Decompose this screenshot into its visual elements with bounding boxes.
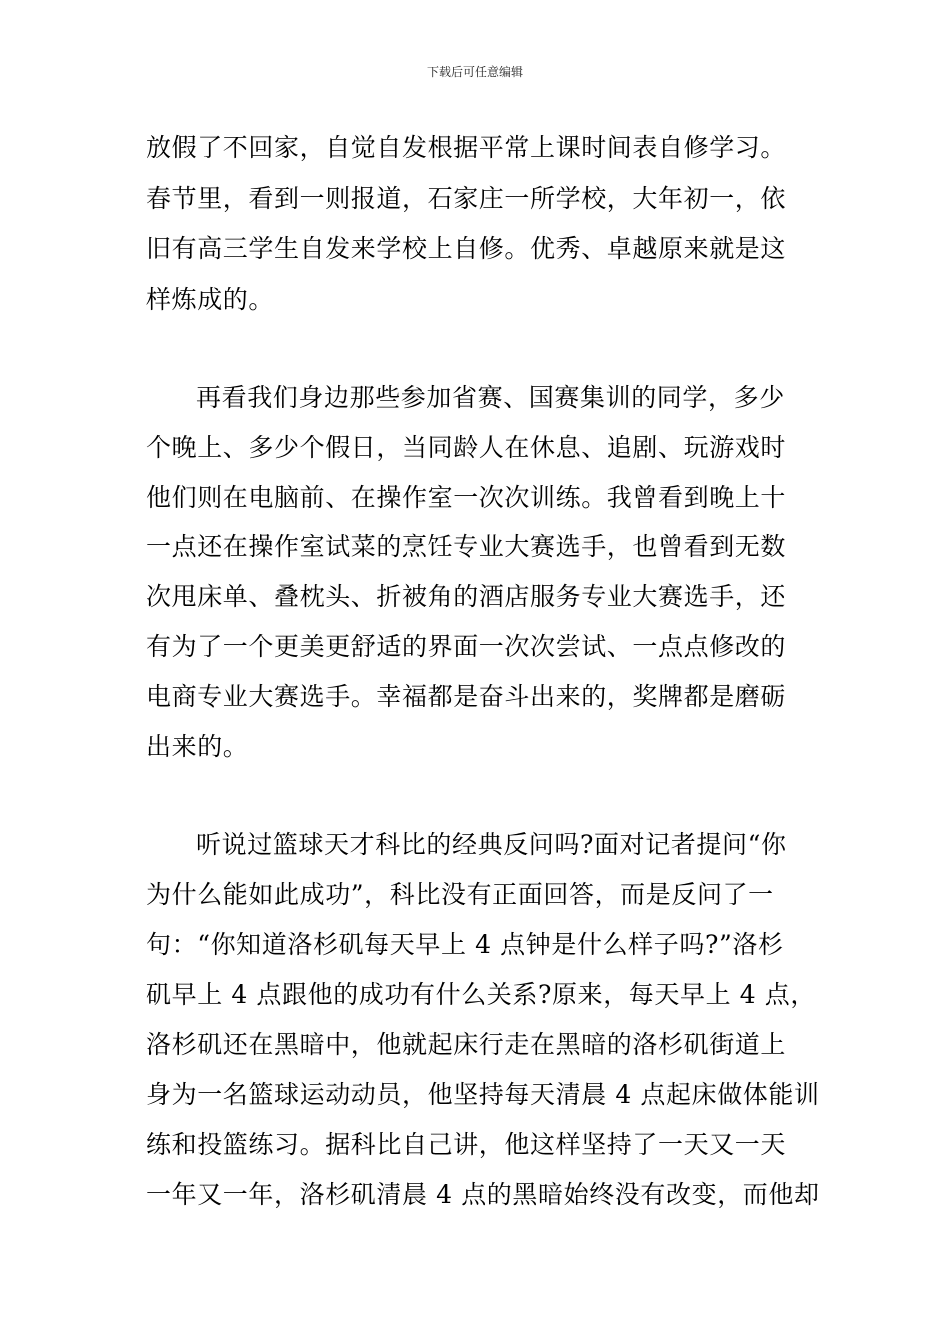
paragraph-2-line-4: 一点还在操作室试菜的烹饪专业大赛选手，也曾看到无数 — [146, 532, 787, 561]
paragraph-2-line-8: 出来的。 — [146, 732, 249, 761]
paragraph-2-line-1: 再看我们身边那些参加省赛、国赛集训的同学，多少 — [196, 383, 785, 412]
paragraph-3-line-4: 矶早上 4 点跟他的成功有什么关系?原来，每天早上 4 点， — [146, 980, 817, 1009]
paragraph-3-line-3: 句：“你知道洛杉矶每天早上 4 点钟是什么样子吗?”洛杉 — [146, 930, 784, 959]
paragraph-2-line-7: 电商专业大赛选手。幸福都是奋斗出来的，奖牌都是磨砺 — [146, 682, 787, 711]
paragraph-2-line-6: 有为了一个更美更舒适的界面一次次尝试、一点点修改的 — [146, 632, 787, 661]
paragraph-1-line-1: 放假了不回家，自觉自发根据平常上课时间表自修学习。 — [146, 133, 787, 162]
paragraph-2-line-2: 个晚上、多少个假日，当同龄人在休息、追剧、玩游戏时 — [146, 433, 787, 462]
paragraph-1-line-3: 旧有高三学生自发来学校上自修。优秀、卓越原来就是这 — [146, 234, 787, 263]
paragraph-3-line-6: 身为一名篮球运动动员，他坚持每天清晨 4 点起床做体能训 — [146, 1080, 820, 1109]
paragraph-1-line-4: 样炼成的。 — [146, 285, 275, 314]
download-note: 下载后可任意编辑 — [426, 65, 523, 79]
paragraph-3-line-8: 一年又一年，洛杉矶清晨 4 点的黑暗始终没有改变，而他却 — [146, 1180, 820, 1209]
paragraph-3-line-2: 为什么能如此成功”，科比没有正面回答，而是反问了一 — [146, 880, 774, 909]
paragraph-1-line-2: 春节里，看到一则报道，石家庄一所学校，大年初一，依 — [146, 184, 787, 213]
paragraph-3-line-7: 练和投篮练习。据科比自己讲，他这样坚持了一天又一天 — [146, 1130, 787, 1159]
paragraph-2-line-3: 他们则在电脑前、在操作室一次次训练。我曾看到晚上十 — [146, 483, 787, 512]
paragraph-2-line-5: 次甩床单、叠枕头、折被角的酒店服务专业大赛选手，还 — [146, 582, 787, 611]
paragraph-3-line-1: 听说过篮球天才科比的经典反问吗?面对记者提问“你 — [196, 830, 787, 859]
paragraph-3-line-5: 洛杉矶还在黑暗中，他就起床行走在黑暗的洛杉矶街道上 — [146, 1030, 787, 1059]
